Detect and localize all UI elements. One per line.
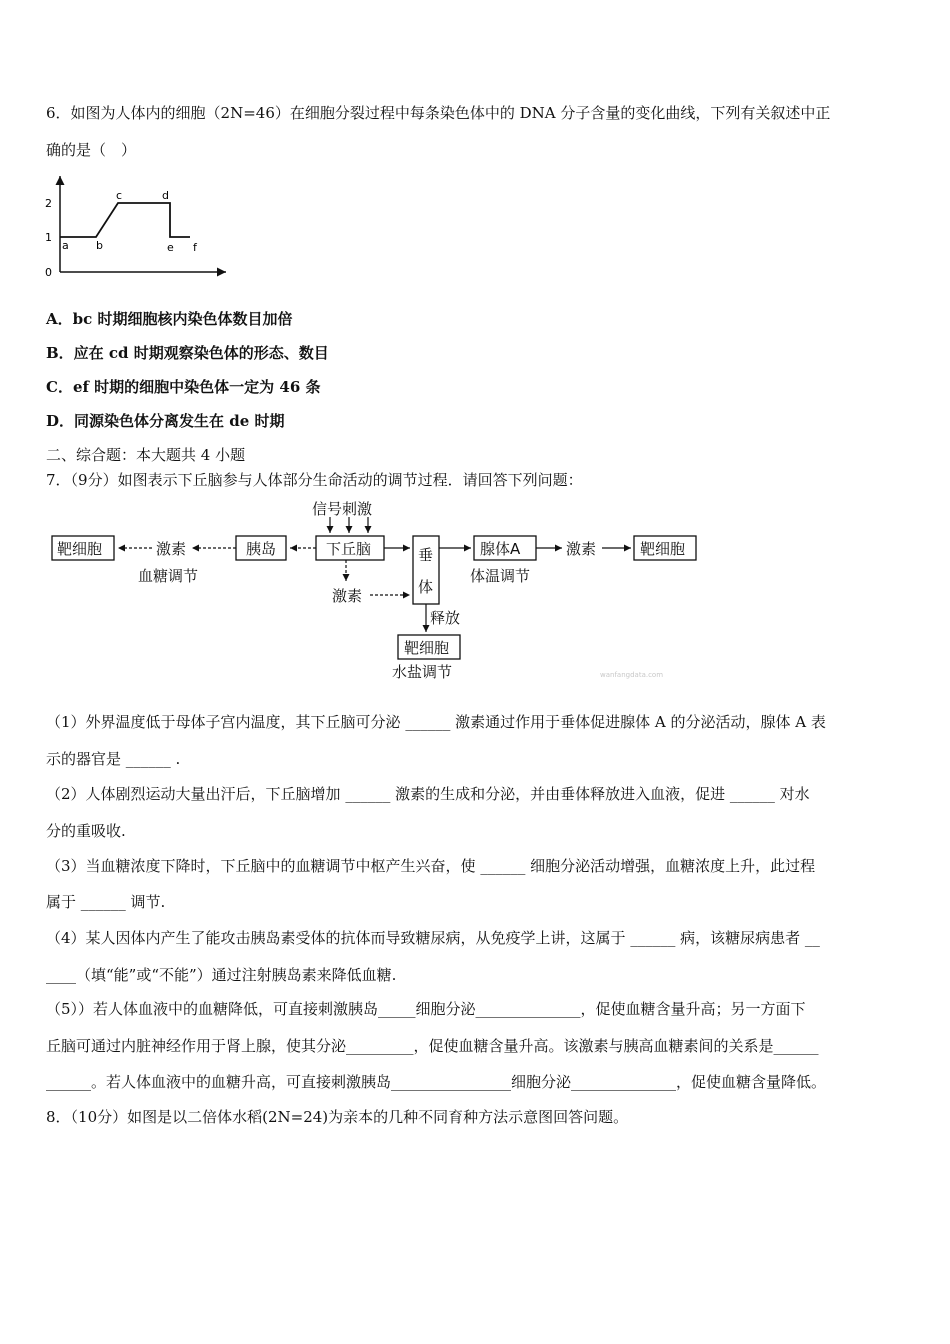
q7-part4-line2: ____（填“能”或“不能”）通过注射胰岛素来降低血糖.	[46, 966, 397, 984]
hormone-right: 激素	[566, 540, 597, 558]
q6-option-b: B．应在 cd 时期观察染色体的形态、数目	[46, 344, 329, 362]
section-heading: 二、综合题：本大题共 4 小题	[46, 446, 246, 464]
release-label: 释放	[430, 609, 461, 627]
q6-option-d: D．同源染色体分离发生在 de 时期	[46, 412, 285, 430]
hormone-mid: 激素	[332, 587, 363, 605]
q7-part3-line1: （3）当血糖浓度下降时，下丘脑中的血糖调节中枢产生兴奋，使 ______ 细胞分泌活动增强，血糖浓度上升，此过程	[46, 857, 816, 875]
q6-stem-line2: 确的是（ ）	[46, 141, 137, 159]
label-water-salt: 水盐调节	[392, 663, 453, 681]
pituitary-char2: 体	[418, 578, 434, 596]
dna-content-graph	[40, 170, 240, 282]
label-body-temp: 体温调节	[470, 567, 531, 585]
q7-part4-line1: （4）某人因体内产生了能攻击胰岛素受体的抗体而导致糖尿病，从免疫学上讲，这属于 ______ 病，该糖尿病患者 __	[46, 929, 820, 947]
point-d: d	[162, 189, 169, 202]
signal-stimulus: 信号刺激	[312, 500, 373, 518]
point-c: c	[116, 189, 123, 202]
box-target-left-label: 靶细胞	[57, 540, 103, 558]
q7-part5-line2: 丘脑可通过内脏神经作用于肾上腺，使其分泌_________，促使血糖含量升高。该激素与胰高血糖素间的关系是______	[46, 1037, 819, 1055]
point-b: b	[96, 239, 103, 252]
q6-stem-line1: 6．如图为人体内的细胞（2N=46）在细胞分裂过程中每条染色体中的 DNA 分子含量的变化曲线，下列有关叙述中正	[46, 104, 831, 122]
dna-curve	[60, 203, 190, 237]
q7-part5-line1: （5））若人体血液中的血糖降低，可直接刺激胰岛_____细胞分泌______________，促使血糖含量升高；另一方面下	[46, 1000, 806, 1018]
q8-intro: 8．（10分）如图是以二倍体水稻(2N=24)为亲本的几种不同育种方法示意图回答问题。	[46, 1108, 629, 1126]
q7-part2-line1: （2）人体剧烈运动大量出汗后，下丘脑增加 ______ 激素的生成和分泌，并由垂体释放进入血液，促进 ______ 对水	[46, 785, 810, 803]
point-a: a	[62, 239, 69, 252]
point-f: f	[193, 241, 197, 254]
y-tick-2: 2	[45, 197, 52, 210]
q7-part1-line1: （1）外界温度低于母体子宫内温度，其下丘脑可分泌 ______ 激素通过作用于垂体促进腺体 A 的分泌活动，腺体 A 表	[46, 713, 826, 731]
pituitary-char1: 垂	[418, 546, 434, 564]
point-e: e	[167, 241, 174, 254]
q6-option-c: C．ef 时期的细胞中染色体一定为 46 条	[46, 378, 321, 396]
watermark: wanfangdata.com	[600, 671, 664, 679]
q7-part5-line3: ______。若人体血液中的血糖升高，可直接刺激胰岛________________细胞分泌______________，促使血糖含量降低。	[46, 1073, 827, 1091]
label-blood-sugar: 血糖调节	[138, 567, 199, 585]
box-target-bottom-label: 靶细胞	[404, 639, 450, 657]
box-gland-a-label: 腺体A	[480, 540, 521, 558]
hormone-left: 激素	[156, 540, 187, 558]
q7-part1-line2: 示的器官是 ______ .	[46, 750, 181, 768]
box-hypothalamus-label: 下丘脑	[326, 540, 372, 558]
y-tick-1: 1	[45, 231, 52, 244]
hypothalamus-regulation-diagram	[40, 495, 720, 685]
box-pancreas-label: 胰岛	[246, 540, 277, 558]
y-tick-0: 0	[45, 266, 52, 279]
q7-part3-line2: 属于 ______ 调节.	[46, 893, 166, 911]
q7-part2-line2: 分的重吸收.	[46, 822, 126, 840]
q7-intro: 7．（9分）如图表示下丘脑参与人体部分生命活动的调节过程．请回答下列问题：	[46, 471, 583, 489]
box-target-right-label: 靶细胞	[640, 540, 686, 558]
q6-option-a: A．bc 时期细胞核内染色体数目加倍	[46, 310, 293, 328]
